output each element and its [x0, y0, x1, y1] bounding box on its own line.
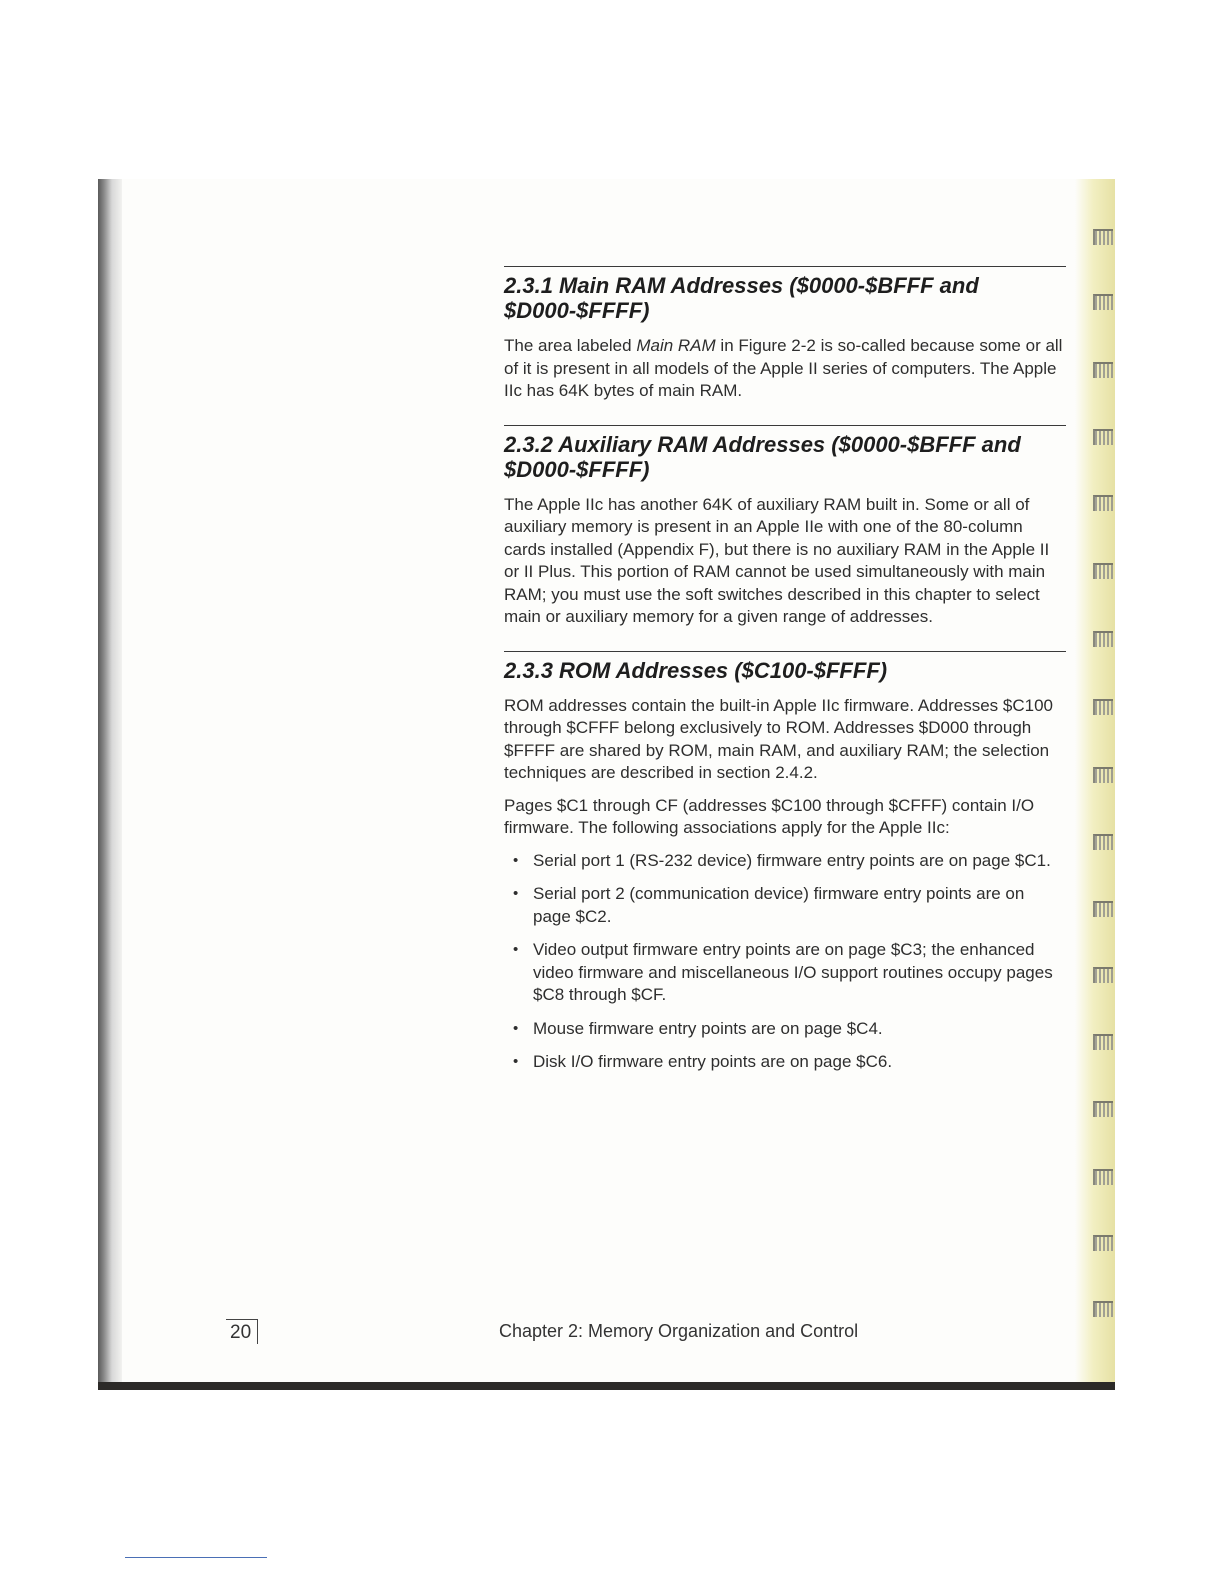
- index-tab-mark: [1093, 1301, 1113, 1317]
- section-main-ram: [504, 266, 1066, 403]
- index-tab-mark: [1093, 1101, 1113, 1117]
- list-item: [504, 1018, 1066, 1041]
- bullet-icon: •: [513, 1019, 519, 1037]
- bullet-icon: •: [513, 1053, 519, 1070]
- section-rule: [504, 425, 1066, 426]
- list-item-text: Video output firmware entry points are on page $C3; the enhanced video firmware and miscellaneous I/O support routines occupy pages $C8 through $CF.: [533, 940, 1053, 1004]
- index-tab-mark: [1093, 1169, 1113, 1185]
- index-tab-mark: [1093, 967, 1113, 983]
- list-item-text: Serial port 1 (RS-232 device) firmware entry points are on page $C1.: [533, 850, 1051, 870]
- thumb-index-edge: [1075, 179, 1115, 1382]
- list-item: [504, 883, 1066, 928]
- list-item-text: Serial port 2 (communication device) firmware entry points are on page $C2.: [533, 884, 1025, 926]
- index-tab-mark: [1093, 563, 1113, 579]
- index-tab-mark: [1093, 362, 1113, 378]
- list-item-text: Disk I/O firmware entry points are on page $C6.: [533, 1052, 893, 1071]
- list-item: [504, 939, 1066, 1007]
- heading-line-2: $D000-$FFFF): [504, 298, 650, 323]
- page-number: 20: [226, 1319, 258, 1344]
- io-firmware-list: [504, 850, 1066, 1074]
- index-tab-mark: [1093, 1034, 1113, 1050]
- section-auxiliary-ram: [504, 425, 1066, 629]
- bullet-icon: •: [513, 851, 519, 869]
- section-heading: 2.3.3 ROM Addresses ($C100-$FFFF): [504, 657, 888, 683]
- running-footer: Chapter 2: Memory Organization and Control: [499, 1321, 859, 1341]
- index-tab-mark: [1093, 294, 1113, 310]
- list-item: [504, 1051, 1066, 1074]
- index-tab-mark: [1093, 229, 1113, 245]
- section-paragraph: [504, 335, 1066, 403]
- page-content: [504, 266, 1066, 1096]
- index-tab-mark: [1093, 1235, 1113, 1251]
- index-tab-mark: [1093, 631, 1113, 647]
- list-item: [504, 850, 1066, 873]
- page-binding-shadow: [98, 179, 122, 1390]
- page-bottom-edge: [98, 1382, 1115, 1390]
- section-paragraph: Pages $C1 through CF (addresses $C100 through $CFFF) contain I/O firmware. The following associations apply for the Apple IIc:: [504, 795, 1035, 837]
- emphasis-text: Main RAM: [636, 336, 716, 355]
- heading-line-1: 2.3.2 Auxiliary RAM Addresses ($0000-$BFFF and: [504, 431, 1021, 457]
- section-heading: [504, 432, 1024, 482]
- heading-line-1: 2.3.1 Main RAM Addresses ($0000-$BFFF and: [504, 273, 979, 298]
- section-paragraph: The Apple IIc has another 64K of auxiliary RAM built in. Some or all of auxiliary memory is present in an Apple IIe with one of the 80-column cards installed (Appendix F), but there is no auxiliary RAM in the Apple II or II Plus. This portion of RAM cannot be used simultaneously with main RAM; you must use the soft switches described in this chapter to select main or auxiliary memory for a given range of addresses.: [504, 494, 1050, 626]
- index-tab-mark: [1093, 901, 1113, 917]
- section-heading: [504, 273, 1024, 323]
- index-tab-mark: [1093, 429, 1113, 445]
- index-tab-mark: [1093, 834, 1113, 850]
- index-tab-mark: [1093, 699, 1113, 715]
- paragraph-text: The area labeled: [504, 336, 637, 355]
- list-item-text: Mouse firmware entry points are on page $C4.: [533, 1018, 883, 1038]
- bullet-icon: •: [513, 885, 519, 902]
- section-paragraph: ROM addresses contain the built-in Apple IIc firmware. Addresses $C100 through $CFFF belong exclusively to ROM. Addresses $D000 through $FFFF are shared by ROM, main RAM, and auxiliary RAM; the selection techniques are described in section 2.4.2.: [504, 695, 1053, 782]
- section-rule: [504, 266, 1066, 267]
- section-rule: [504, 651, 1066, 652]
- scanned-page: [98, 179, 1115, 1390]
- heading-line-2: $D000-$FFFF): [504, 456, 650, 482]
- index-tab-mark: [1093, 767, 1113, 783]
- section-rom-addresses: [504, 651, 1066, 1074]
- index-tab-mark: [1093, 495, 1113, 511]
- paragraph-text: in Figure 2-2 is so-called because some or all of it is present in all models of the Apple II series of computers. The Apple IIc has 64K bytes of main RAM.: [504, 336, 1063, 400]
- bullet-icon: •: [513, 941, 519, 958]
- footnote-rule: [125, 1557, 267, 1558]
